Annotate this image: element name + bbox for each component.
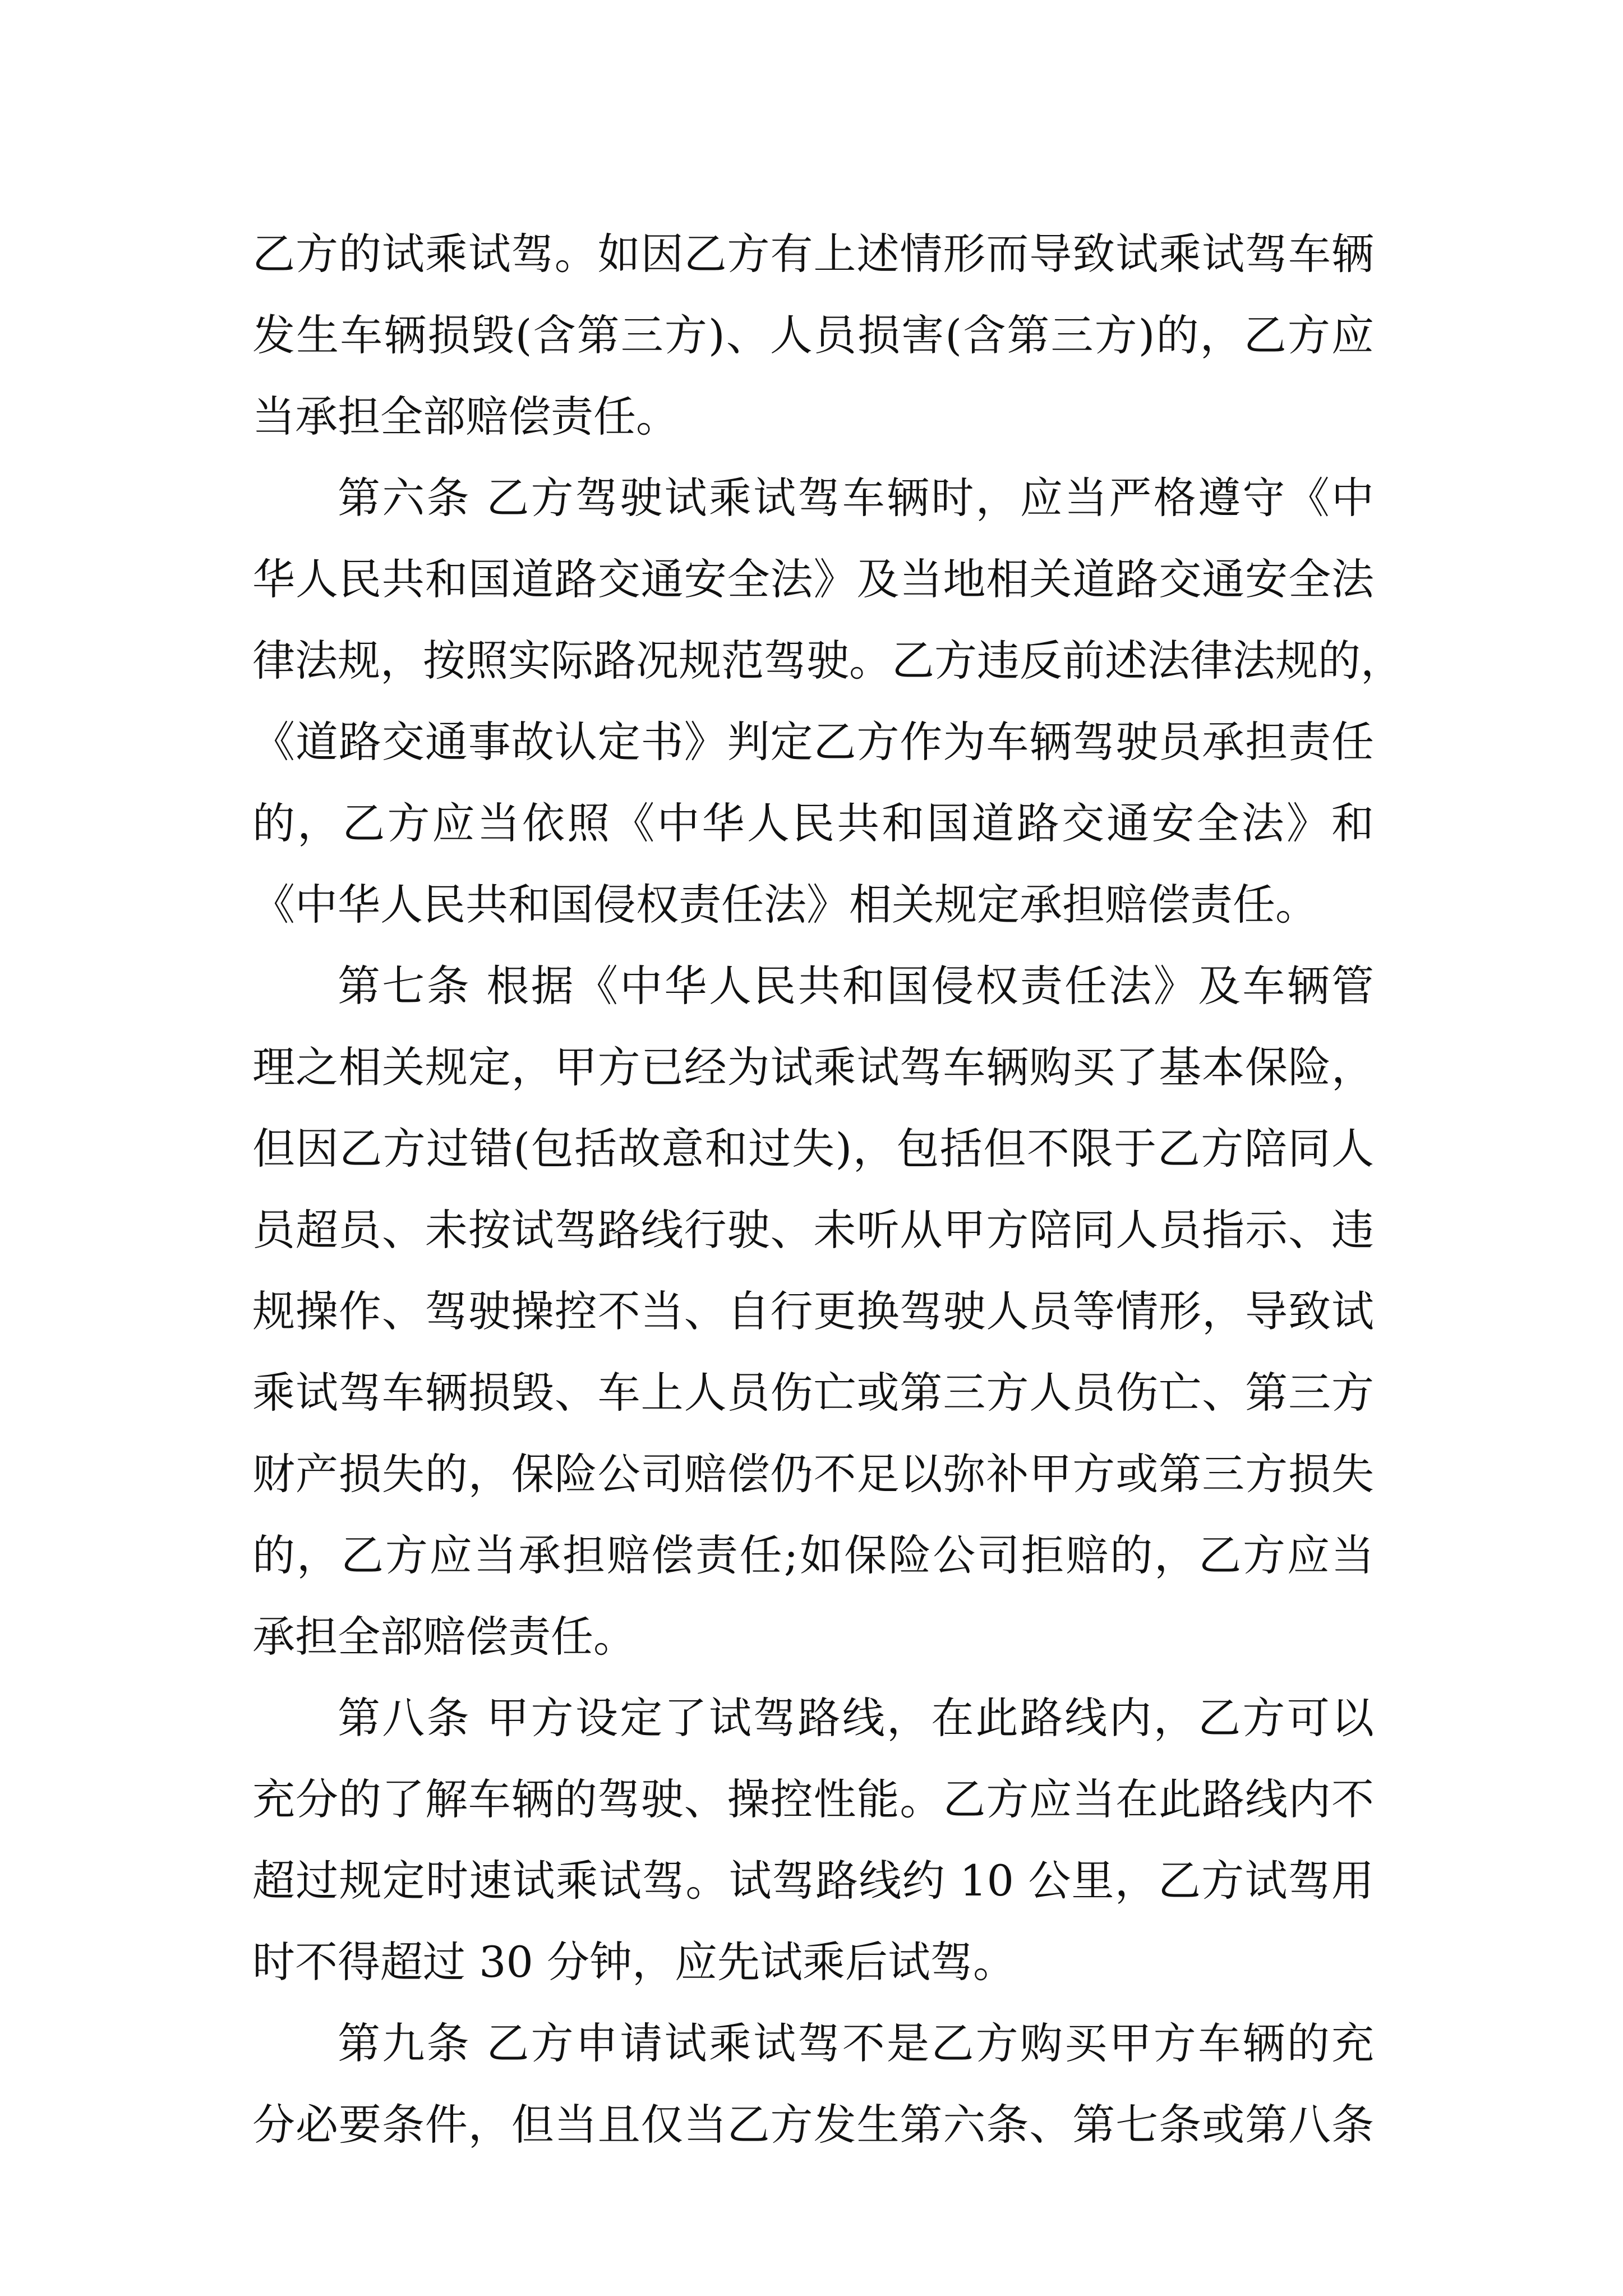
text-line: 《道路交通事故认定书》判定乙方作为车辆驾驶员承担责任 xyxy=(252,717,1374,767)
article-9-start: 第九条 乙方申请试乘试驾不是乙方购买甲方车辆的充 xyxy=(338,2018,1374,2068)
text-line: 律法规，按照实际路况规范驾驶。乙方违反前述法律法规的， xyxy=(252,636,1403,685)
text-line: 但因乙方过错(包括故意和过失)，包括但不限于乙方陪同人 xyxy=(252,1124,1374,1174)
article-8-start: 第八条 甲方设定了试驾路线，在此路线内，乙方可以 xyxy=(338,1693,1374,1743)
text-line: 分必要条件，但当且仅当乙方发生第六条、第七条或第八条 xyxy=(252,2100,1374,2150)
text-line: 超过规定时速试乘试驾。试驾路线约 10 公里，乙方试驾用 xyxy=(252,1856,1374,1906)
text-line: 理之相关规定，甲方已经为试乘试驾车辆购买了基本保险， xyxy=(252,1042,1374,1092)
text-line: 《中华人民共和国侵权责任法》相关规定承担赔偿责任。 xyxy=(252,880,1318,930)
text-line: 充分的了解车辆的驾驶、操控性能。乙方应当在此路线内不 xyxy=(252,1774,1374,1824)
text-line: 员超员、未按试驾路线行驶、未听从甲方陪同人员指示、违 xyxy=(252,1205,1374,1255)
text-line: 乙方的试乘试驾。如因乙方有上述情形而导致试乘试驾车辆 xyxy=(252,229,1374,279)
text-line: 财产损失的，保险公司赔偿仍不足以弥补甲方或第三方损失 xyxy=(252,1449,1374,1499)
text-line: 承担全部赔偿责任。 xyxy=(252,1612,636,1662)
article-7-start: 第七条 根据《中华人民共和国侵权责任法》及车辆管 xyxy=(338,961,1374,1011)
contract-text xyxy=(252,213,1403,2165)
text-line: 乘试驾车辆损毁、车上人员伤亡或第三方人员伤亡、第三方 xyxy=(252,1368,1374,1418)
text-line: 发生车辆损毁(含第三方)、人员损害(含第三方)的，乙方应 xyxy=(252,310,1374,360)
text-line: 时不得超过 30 分钟，应先试乘后试驾。 xyxy=(252,1937,1016,1987)
text-line: 的，乙方应当承担赔偿责任;如保险公司拒赔的，乙方应当 xyxy=(252,1530,1374,1580)
article-6-start: 第六条 乙方驾驶试乘试驾车辆时，应当严格遵守《中 xyxy=(338,473,1374,523)
text-line: 华人民共和国道路交通安全法》及当地相关道路交通安全法 xyxy=(252,554,1374,604)
text-line: 规操作、驾驶操控不当、自行更换驾驶人员等情形，导致试 xyxy=(252,1286,1374,1336)
text-line: 的，乙方应当依照《中华人民共和国道路交通安全法》和 xyxy=(252,798,1374,848)
text-line: 当承担全部赔偿责任。 xyxy=(252,392,679,441)
